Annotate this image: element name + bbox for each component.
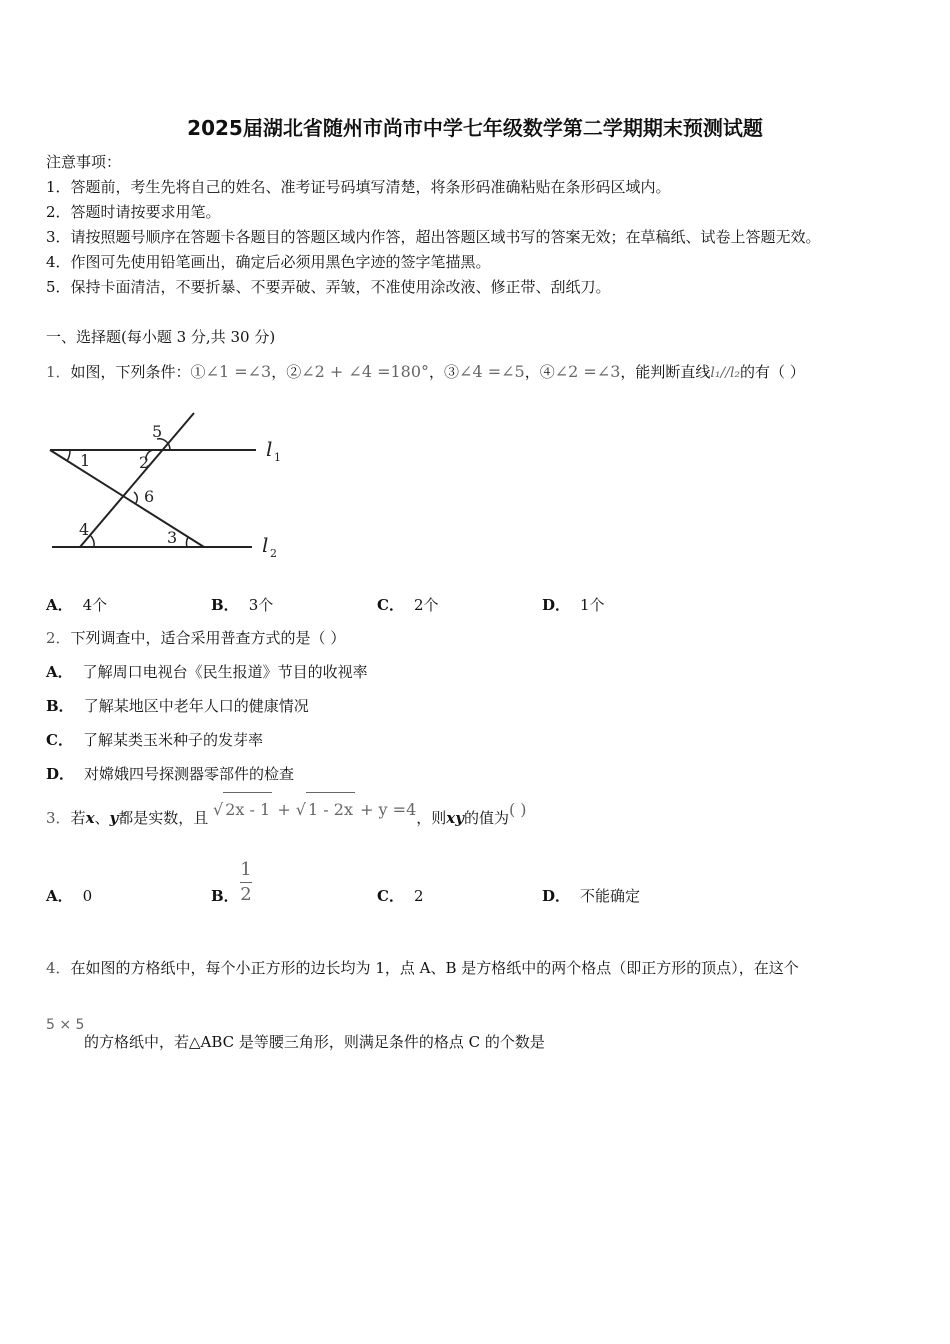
q2-option-d[interactable] <box>46 763 294 784</box>
angle-4-arc <box>90 535 94 547</box>
section-heading: 一、选择题(每小题 3 分,共 30 分) <box>46 328 276 346</box>
plus-sign: + <box>277 800 291 819</box>
option-text: 3个 <box>248 596 274 614</box>
q2-option-a[interactable] <box>46 661 368 682</box>
option-text: 了解某类玉米种子的发芽率 <box>82 731 263 749</box>
note-item: 4．作图可先使用铅笔画出，确定后必须用黑色字迹的签字笔描黑。 <box>46 253 491 271</box>
question-number: 2． <box>46 629 71 647</box>
q3-comma: ，则 <box>416 809 447 827</box>
q3-option-a[interactable] <box>46 885 92 906</box>
line-label-l1: l <box>266 437 273 461</box>
q2-text: 下列调查中，适合采用普查方式的是（ ） <box>70 629 346 647</box>
q1-sep: ，② <box>271 363 302 381</box>
angle-1-arc <box>67 450 70 461</box>
radicand-2: 1 - 2x <box>306 792 355 827</box>
option-letter: B． <box>211 596 239 614</box>
q3-end: 的值为 <box>463 809 509 827</box>
option-letter: C． <box>377 887 404 905</box>
q1-parallel-lines: l₁//l₂ <box>710 365 741 381</box>
angle-label-1: 1 <box>80 451 91 470</box>
q1-condition-3: ∠4 =∠5 <box>459 362 525 381</box>
q3-var-x: x <box>85 809 95 827</box>
q1-condition-4: ∠2 =∠3 <box>554 362 621 381</box>
q1-option-a[interactable] <box>46 594 107 615</box>
q4-line-2: 的方格纸中，若△ABC 是等腰三角形，则满足条件的格点 C 的个数是 <box>84 1033 545 1051</box>
question-4 <box>46 957 799 978</box>
option-letter: C． <box>377 596 404 614</box>
option-text: 2 <box>413 887 424 905</box>
option-letter: D． <box>46 765 75 783</box>
equation-rest: + y =4 <box>360 800 417 819</box>
q3-var-y: y <box>109 809 119 827</box>
q4-line-1: 在如图的方格纸中，每个小正方形的边长均为 1，点 A、B 是方格纸中的两个格点（即正方形的顶点），在这个 <box>70 959 799 977</box>
line-label-l2: l <box>262 533 269 557</box>
angle-label-3: 3 <box>167 528 178 547</box>
option-letter: C． <box>46 731 73 749</box>
note-item: 2．答题时请按要求用笔。 <box>46 203 221 221</box>
line-label-l2-sub: 2 <box>270 547 277 560</box>
q1-condition-1: ∠1 =∠3 <box>205 362 272 381</box>
note-item: 5．保持卡面清洁，不要折暴、不要弄破、弄皱，不准使用涂改液、修正带、刮纸刀。 <box>46 278 611 296</box>
option-letter: D． <box>542 887 571 905</box>
notes-heading: 注意事项： <box>46 153 122 171</box>
q1-condition-2: ∠2 + ∠4 =180° <box>301 362 430 381</box>
q3-sep: 、 <box>94 809 110 827</box>
q3-option-b-fraction <box>240 858 252 907</box>
q2-option-c[interactable] <box>46 729 263 750</box>
answer-blank: ( ) <box>508 800 527 819</box>
angle-label-6: 6 <box>144 487 155 506</box>
q3-pre: 若 <box>70 809 86 827</box>
q3-mid: 都是实数，且 <box>118 809 209 827</box>
q3-equation: √ 2x - 1 + √ 1 - 2x + y =4 <box>213 800 416 819</box>
option-text: 2个 <box>413 596 439 614</box>
q1-option-b[interactable] <box>211 594 273 615</box>
line-label-l1-sub: 1 <box>274 451 281 464</box>
q4-grid-size: 5 × 5 <box>46 1017 85 1033</box>
question-2 <box>46 627 345 648</box>
question-3 <box>46 800 527 835</box>
transversal-1 <box>50 450 204 547</box>
option-letter: A． <box>46 887 73 905</box>
q1-end: 的有（ ） <box>740 363 805 381</box>
question-number: 4． <box>46 959 71 977</box>
q1-option-c[interactable] <box>377 594 439 615</box>
q1-sep: ，③ <box>429 363 460 381</box>
q1-mid: ，能判断直线 <box>620 363 711 381</box>
q3-var-xy: xy <box>446 809 464 827</box>
fraction-denominator: 2 <box>240 884 252 905</box>
note-item: 1．答题前，考生先将自己的姓名、准考证号码填写清楚，将条形码准确粘贴在条形码区域内。 <box>46 178 671 196</box>
page-title: 2025届湖北省随州市尚市中学七年级数学第二学期期末预测试题 <box>187 116 763 140</box>
q2-option-b[interactable] <box>46 695 309 716</box>
q1-figure <box>44 408 294 568</box>
question-number: 1． <box>46 363 71 381</box>
option-text: 了解周口电视台《民生报道》节目的收视率 <box>82 663 368 681</box>
q1-intro: 如图，下列条件：① <box>70 363 206 381</box>
q3-option-d[interactable] <box>542 885 640 906</box>
question-number: 3． <box>46 809 71 827</box>
angle-3-arc <box>187 537 188 547</box>
question-1 <box>46 356 805 389</box>
q1-sep: ，④ <box>524 363 555 381</box>
option-text: 1个 <box>580 596 605 614</box>
radicand-1: 2x - 1 <box>223 792 272 827</box>
fraction-numerator: 1 <box>240 859 252 880</box>
option-letter: A． <box>46 596 73 614</box>
note-item: 3．请按照题号顺序在答题卡各题目的答题区域内作答，超出答题区域书写的答案无效；在草稿纸、试卷上答题无效。 <box>46 228 821 246</box>
option-text: 不能确定 <box>580 887 641 905</box>
option-letter: B． <box>211 887 239 905</box>
q3-option-c[interactable] <box>377 885 424 906</box>
notes-block <box>46 150 821 300</box>
option-letter: B． <box>46 697 74 715</box>
option-letter: A． <box>46 663 73 681</box>
option-letter: D． <box>542 596 571 614</box>
angle-label-5: 5 <box>152 422 163 441</box>
option-text: 0 <box>82 887 93 905</box>
angle-label-2: 2 <box>139 453 150 472</box>
option-text: 了解某地区中老年人口的健康情况 <box>83 697 309 715</box>
option-text: 4个 <box>82 596 108 614</box>
option-text: 对嫦娥四号探测器零部件的检查 <box>84 765 295 783</box>
q1-option-d[interactable] <box>542 594 605 615</box>
angle-label-4: 4 <box>79 520 90 539</box>
